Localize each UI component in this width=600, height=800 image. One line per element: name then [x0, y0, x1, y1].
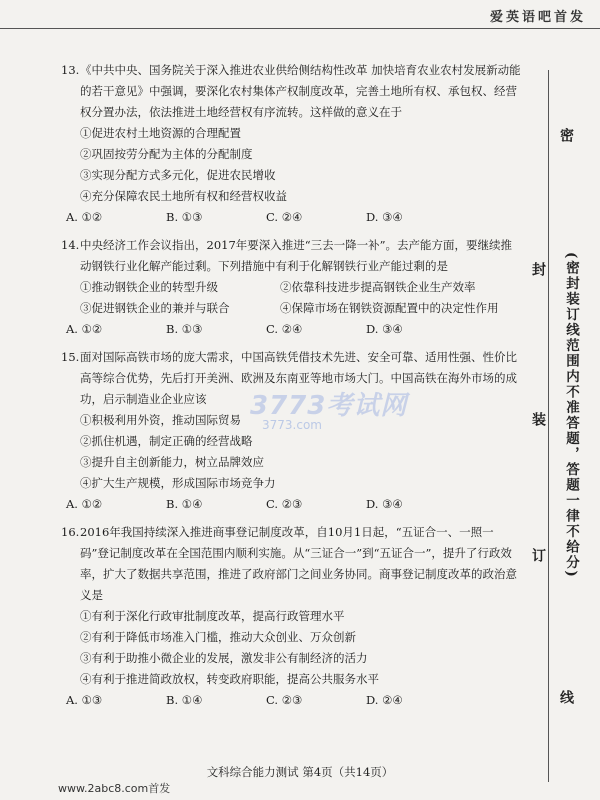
- choice-a: A. ①②: [66, 322, 103, 336]
- choice-b: B. ①④: [166, 693, 203, 707]
- answer-choices: [62, 494, 522, 515]
- option-row: [62, 298, 522, 319]
- question-text: 面对国际高铁市场的庞大需求，中国高铁凭借技术先进、安全可靠、适用性强、性价比高等综合优势，先后打开美洲、欧洲及东南亚等地市场大门。中国高铁在海外市场的成功，启示制造业企业应该: [80, 350, 517, 406]
- option-1: ①积极利用外资，推动国际贸易: [80, 413, 241, 427]
- option-3: ③有利于助推小微企业的发展，激发非公有制经济的活力: [80, 651, 368, 665]
- question-stem: [62, 235, 522, 277]
- question-13: [62, 60, 522, 228]
- option-3: ③促进钢铁企业的兼并与联合: [80, 301, 230, 315]
- option-row: [62, 277, 522, 298]
- option-1: ①促进农村土地资源的合理配置: [80, 126, 241, 140]
- question-number: 16.: [61, 525, 80, 539]
- option-2: ②抓住机遇，制定正确的经营战略: [80, 434, 253, 448]
- choice-c: C. ②④: [266, 210, 303, 224]
- seal-mark-feng: 封: [530, 262, 546, 276]
- option-2: ②巩固按劳分配为主体的分配制度: [80, 147, 253, 161]
- choice-c: C. ②③: [266, 693, 303, 707]
- footer-site: www.2abc8.com首发: [58, 782, 171, 795]
- binding-line: [548, 70, 549, 782]
- option-3: ③提升自主创新能力，树立品牌效应: [80, 455, 264, 469]
- answer-choices: [62, 319, 522, 340]
- choice-a: A. ①②: [66, 210, 103, 224]
- choice-d: D. ②④: [366, 693, 403, 707]
- choice-d: D. ③④: [366, 210, 403, 224]
- question-text: 2016年我国持续深入推进商事登记制度改革，自10月1日起，“五证合一、一照一码”登记制度改革在全国范围内顺利实施。从“三证合一”到“五证合一”，提升了行政效率，扩大了数据共享范围，推进了政府部门之间业务协同。商事登记制度改革的政治意义是: [80, 525, 517, 602]
- option-3: ③实现分配方式多元化，促进农民增收: [80, 168, 276, 182]
- choice-d: D. ③④: [366, 497, 403, 511]
- watermark-logo: 3773考试网: [250, 391, 408, 421]
- question-stem: [62, 60, 522, 123]
- seal-mark-xian: 线: [558, 690, 574, 704]
- question-text: 中央经济工作会议指出，2017年要深入推进“三去一降一补”。去产能方面，要继续推动钢铁行业化解产能过剩。下列措施中有利于化解钢铁行业产能过剩的是: [80, 238, 513, 273]
- seal-mark-zhuang: 装: [530, 412, 546, 426]
- choice-a: A. ①②: [66, 497, 103, 511]
- question-number: 14.: [61, 238, 80, 252]
- option-1: ①推动钢铁企业的转型升级: [80, 280, 218, 294]
- choice-c: C. ②③: [266, 497, 303, 511]
- option-4: ④保障市场在钢铁资源配置中的决定性作用: [280, 301, 499, 315]
- seal-notice: (密封装订线范围内不准答题，答题一律不给分): [563, 252, 579, 579]
- option-1: ①有利于深化行政审批制度改革，提高行政管理水平: [80, 609, 345, 623]
- option-2: ②有利于降低市场准入门槛，推动大众创业、万众创新: [80, 630, 356, 644]
- choice-d: D. ③④: [366, 322, 403, 336]
- option-4: ④扩大生产规模，形成国际市场竞争力: [80, 476, 276, 490]
- watermark-url: 3773.com: [262, 418, 322, 432]
- choice-b: B. ①④: [166, 497, 203, 511]
- choice-c: C. ②④: [266, 322, 303, 336]
- header-rule: [0, 28, 600, 29]
- question-text: 《中共中央、国务院关于深入推进农业供给侧结构性改革 加快培育农业农村发展新动能的若干意见》中强调，要深化农村集体产权制度改革，完善土地所有权、承包权、经营权分置办法，依法推进土地经营权有序流转。这样做的意义在于: [80, 63, 521, 119]
- question-16: [62, 522, 522, 711]
- question-stem: [62, 522, 522, 606]
- option-4: ④有利于推进简政放权，转变政府职能，提高公共服务水平: [80, 672, 379, 686]
- option-2: ②依靠科技进步提高钢铁企业生产效率: [280, 280, 476, 294]
- choice-b: B. ①③: [166, 210, 203, 224]
- page-footer: 文科综合能力测试 第4页（共14页）: [206, 765, 394, 779]
- option-4: ④充分保障农民土地所有权和经营权收益: [80, 189, 287, 203]
- question-number: 15.: [61, 350, 80, 364]
- header-title: 爱英语吧首发: [489, 10, 586, 25]
- seal-mark-mi: 密: [558, 128, 574, 142]
- choice-b: B. ①③: [166, 322, 203, 336]
- choice-a: A. ①③: [66, 693, 103, 707]
- question-number: 13.: [61, 63, 80, 77]
- seal-mark-ding: 订: [530, 548, 546, 562]
- answer-choices: [62, 207, 522, 228]
- answer-choices: [62, 690, 522, 711]
- question-14: [62, 235, 522, 340]
